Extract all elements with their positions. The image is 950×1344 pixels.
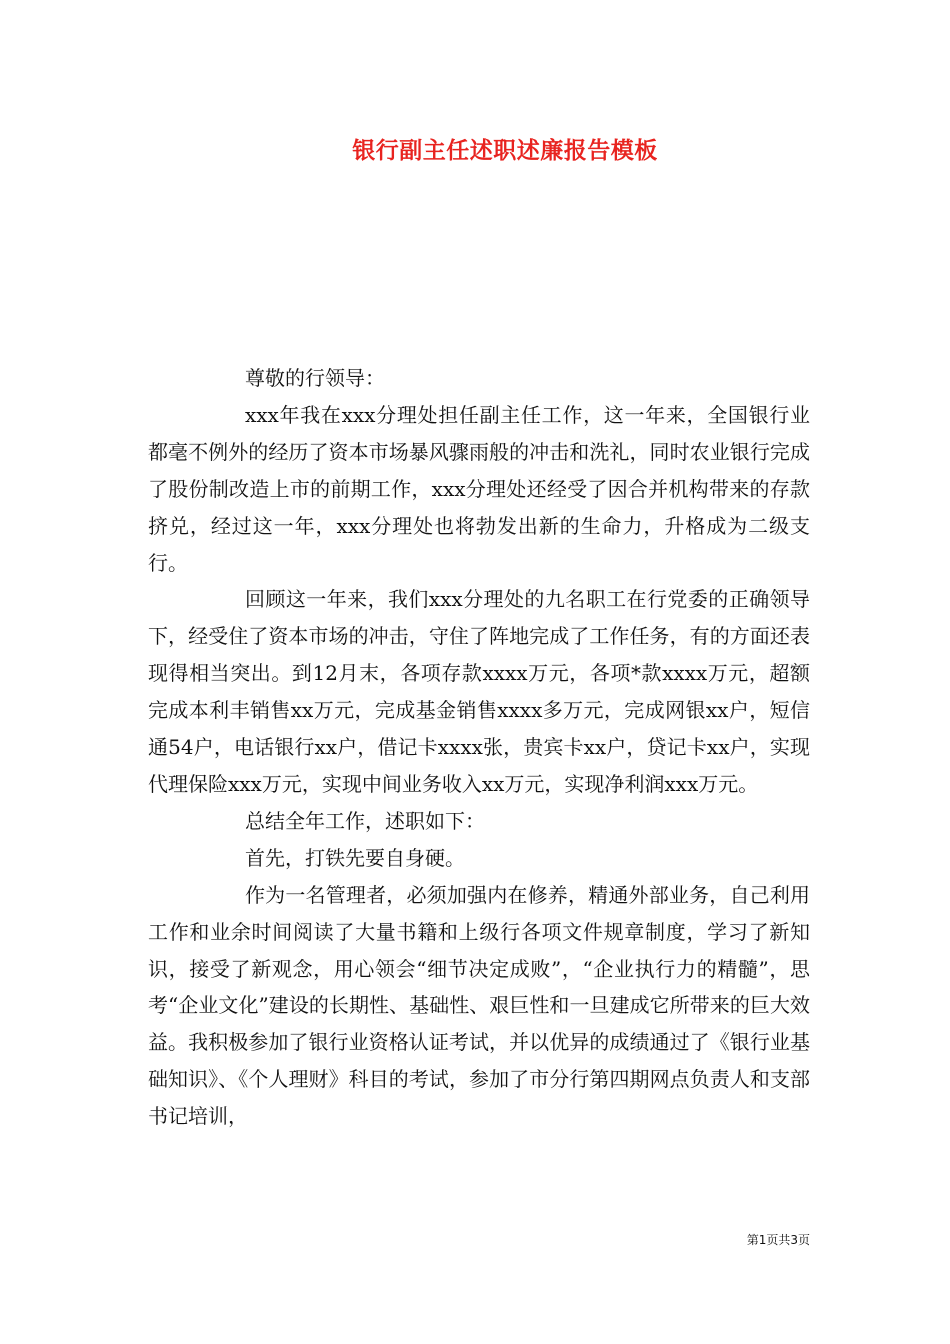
paragraph-self-study: 作为一名管理者，必须加强内在修养，精通外部业务，自己利用工作和业余时间阅读了大量书籍和上级行各项文件规章制度，学习了新知识，接受了新观念，用心领会“细节决定成败”，“企业执行力的精髓”，思考“企业文化”建设的长期性、基础性、艰巨性和一旦建成它所带来的巨大效益。我积极参加了银行业资格认证考试，并以优异的成绩通过了《银行业基础知识》、《个人理财》科目的考试，参加了市分行第四期网点负责人和支部书记培训，	[148, 882, 810, 1129]
document-body	[148, 360, 810, 1135]
paragraph-intro: xxx年我在xxx分理处担任副主任工作，这一年来，全国银行业都毫不例外的经历了资本市场暴风骤雨般的冲击和洗礼，同时农业银行完成了股份制改造上市的前期工作，xxx分理处还经受了因合并机构带来的存款挤兑，经过这一年，xxx分理处也将勃发出新的生命力，升格成为二级支行。	[148, 402, 810, 575]
paragraph-review: 回顾这一年来，我们xxx分理处的九名职工在行党委的正确领导下，经受住了资本市场的冲击，守住了阵地完成了工作任务，有的方面还表现得相当突出。到12月末，各项存款xxxx万元，各项*款xxxx万元，超额完成本利丰销售xx万元，完成基金销售xxxx多万元，完成网银xx户，短信通54户，电话银行xx户，借记卡xxxx张，贵宾卡xx户，贷记卡xx户，实现代理保险xxx万元，实现中间业务收入xx万元，实现净利润xxx万元。	[148, 587, 810, 796]
paragraph-salutation: 尊敬的行领导：	[245, 366, 385, 390]
paragraph-summary-lead: 总结全年工作，述职如下：	[245, 808, 485, 833]
paragraph-first-point: 首先，打铁先要自身硬。	[245, 845, 465, 870]
page-number: 第1页共3页	[746, 1233, 810, 1247]
document-title: 银行副主任述职述廉报告模板	[352, 137, 658, 164]
